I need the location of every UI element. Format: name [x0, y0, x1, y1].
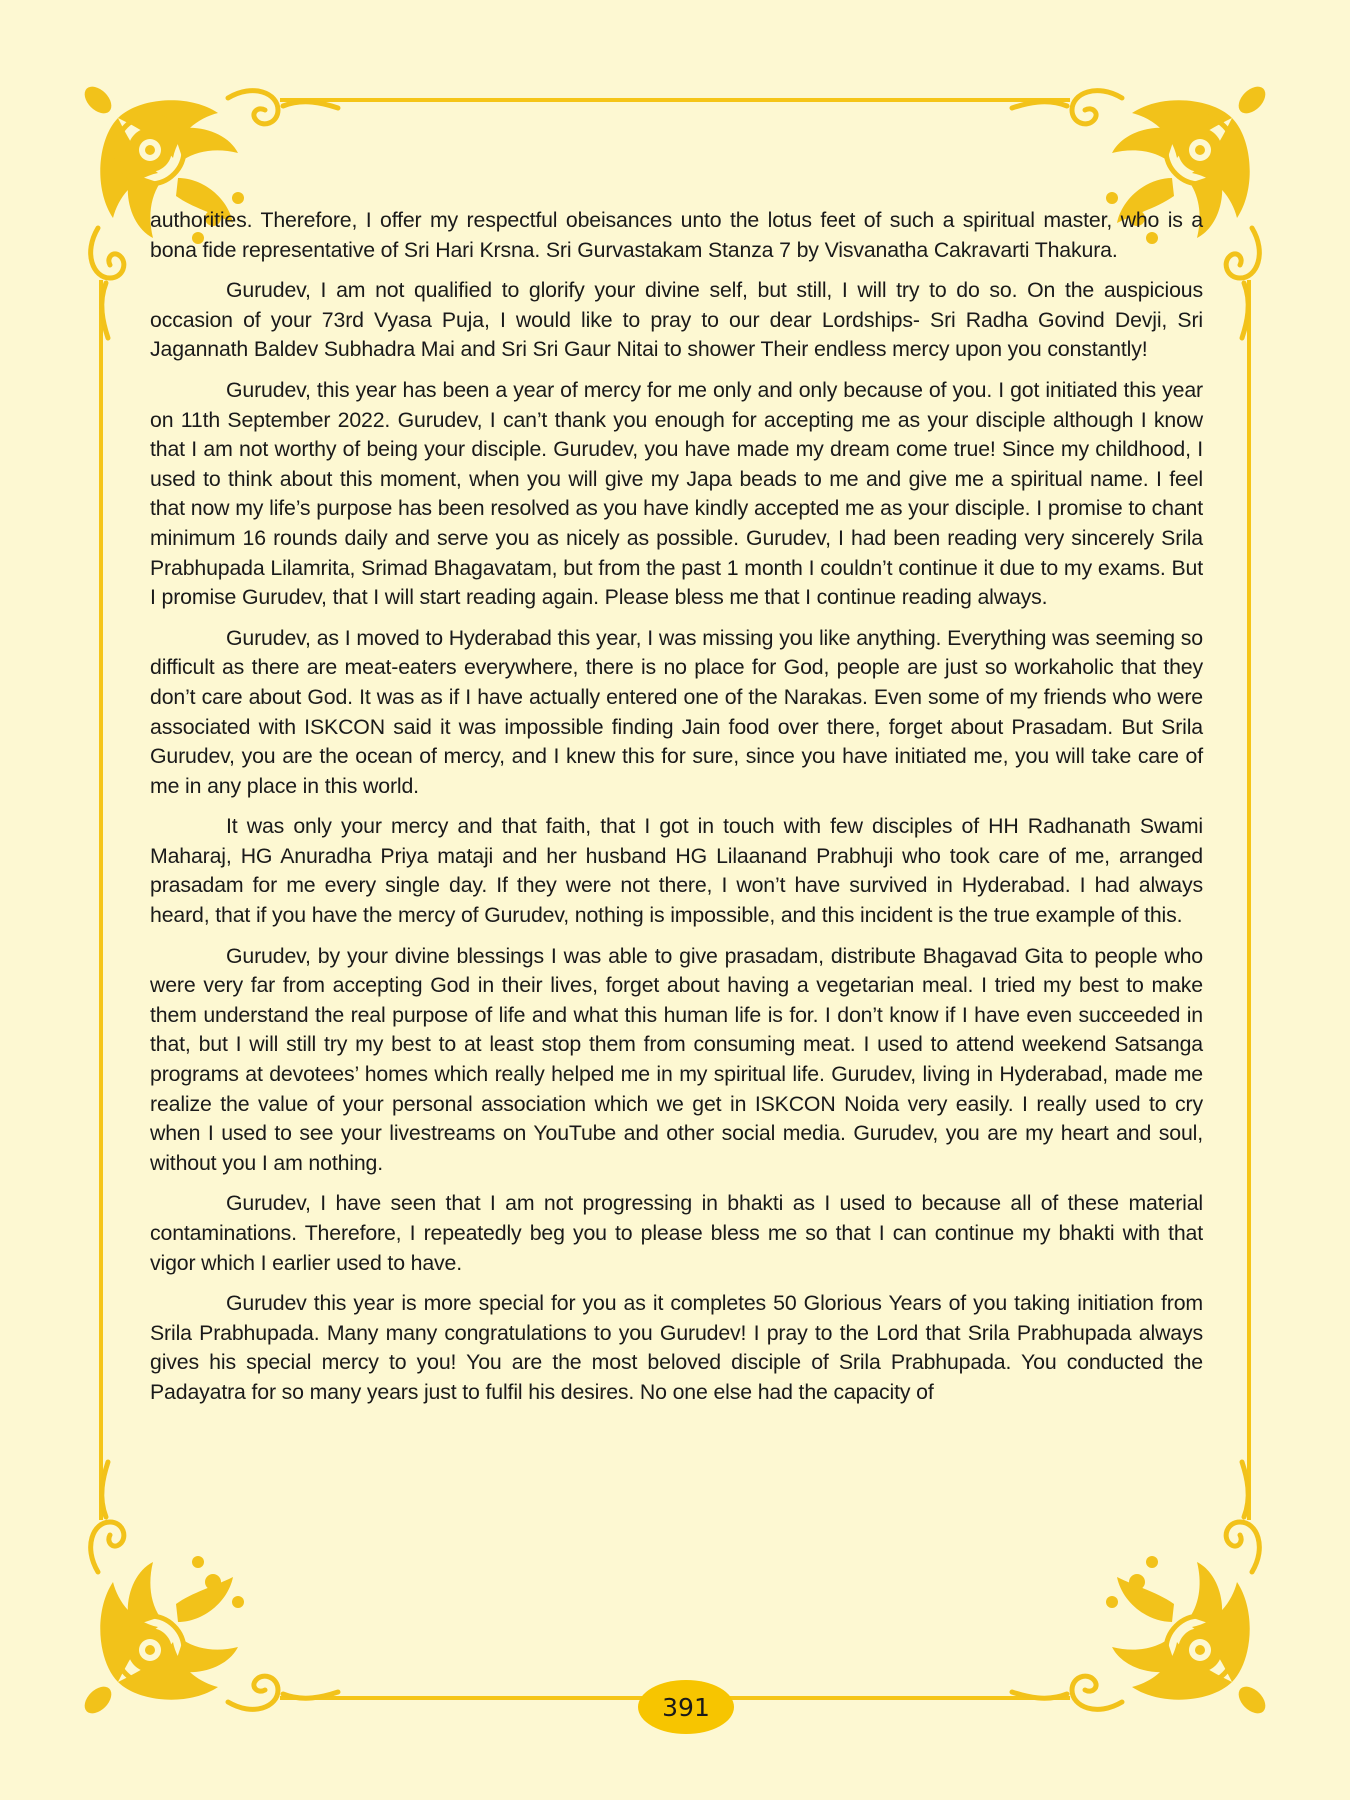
paragraph: Gurudev, this year has been a year of mercy for me only and only because of you. I got initiated this year on 11th September 2022. Gurudev, I can’t thank you enough for accepting me as your disciple although I know that I am not worthy of being your disciple. Gurudev, you have made my dream come true! Since my childhood, I used to think about this moment, when you will give my Japa beads to me and give me a spiritual name. I feel that now my life’s purpose has been resolved as you have kindly accepted me as your disciple. I promise to chant minimum 16 rounds daily and serve you as nicely as possible. Gurudev, I had been reading very sincerely Srila Prabhupada Lilamrita, Srimad Bhagavatam, but from the past 1 month I couldn’t continue it due to my exams. But I promise Gurudev, that I will start reading again. Please bless me that I continue reading always. — [150, 377, 1203, 610]
paragraph: It was only your mercy and that faith, that I got in touch with few disciples of HH Radhanath Swami Maharaj, HG Anuradha Priya mataji and her husband HG Lilaanand Prabhuji who took care of me, arranged prasadam for me every single day. If they were not there, I won’t have survived in Hyderabad. I had always heard, that if you have the mercy of Gurudev, nothing is impossible, and this incident is the true example of this. — [150, 814, 1203, 928]
paragraph: Gurudev, by your divine blessings I was able to give prasadam, distribute Bhagavad Gita to people who were very far from accepting God in their lives, forget about having a vegetarian meal. I tried my best to make them understand the real purpose of life and what this human life is for. I don’t know if I have even succeeded in that, but I will still try my best to at least stop them from consuming meat. I used to attend weekend Satsanga programs at devotees’ homes which really helped me in my spiritual life. Gurudev, living in Hyderabad, made me realize the value of your personal association which we get in ISKCON Noida very easily. I really used to cry when I used to see your livestreams on YouTube and other social media. Gurudev, you are my heart and soul, without you I am nothing. — [150, 943, 1203, 1175]
floral-corner-ornament-icon — [80, 1462, 338, 1718]
paragraph: Gurudev, I have seen that I am not progressing in bhakti as I used to because all of these material contaminations. Therefore, I repeatedly beg you to please bless me so that I can continue my bhakti with that vigor which I earlier used to have. — [150, 1191, 1203, 1275]
paragraph: Gurudev this year is more special for you as it completes 50 Glorious Years of you taking initiation from Srila Prabhupada. Many many congratulations to you Gurudev! I pray to the Lord that Srila Prabhupada always gives his special mercy to you! You are the most beloved disciple of Srila Prabhupada. You conducted the Padayatra for so many years just to fulfil his desires. No one else had the capacity of — [150, 1291, 1203, 1404]
floral-corner-ornament-icon — [1012, 1462, 1270, 1718]
page-number-badge — [638, 1680, 734, 1734]
page-number: 391 — [638, 1680, 734, 1734]
article-body — [150, 206, 1203, 1419]
paragraph: authorities. Therefore, I offer my respectful obeisances unto the lotus feet of such a spiritual master, who is a bona fide representative of Sri Hari Krsna. Sri Gurvastakam Stanza 7 by Visvanatha Cakravarti Thakura. — [150, 208, 1203, 262]
paragraph: Gurudev, as I moved to Hyderabad this year, I was missing you like anything. Everything was seeming so difficult as there are meat-eaters everywhere, there is no place for God, people are just so workaholic that they don’t care about God. It was as if I have actually entered one of the Narakas. Even some of my friends who were associated with ISKCON said it was impossible finding Jain food over there, forget about Prasadam. But Srila Gurudev, you are the ocean of mercy, and I knew this for sure, since you have initiated me, you will take care of me in any place in this world. — [150, 625, 1203, 798]
paragraph: Gurudev, I am not qualified to glorify your divine self, but still, I will try to do so. On the auspicious occasion of your 73rd Vyasa Puja, I would like to pray to our dear Lordships- Sri Radha Govind Devji, Sri Jagannath Baldev Subhadra Mai and Sri Sri Gaur Nitai to shower Their endless mercy upon you constantly! — [150, 278, 1203, 362]
